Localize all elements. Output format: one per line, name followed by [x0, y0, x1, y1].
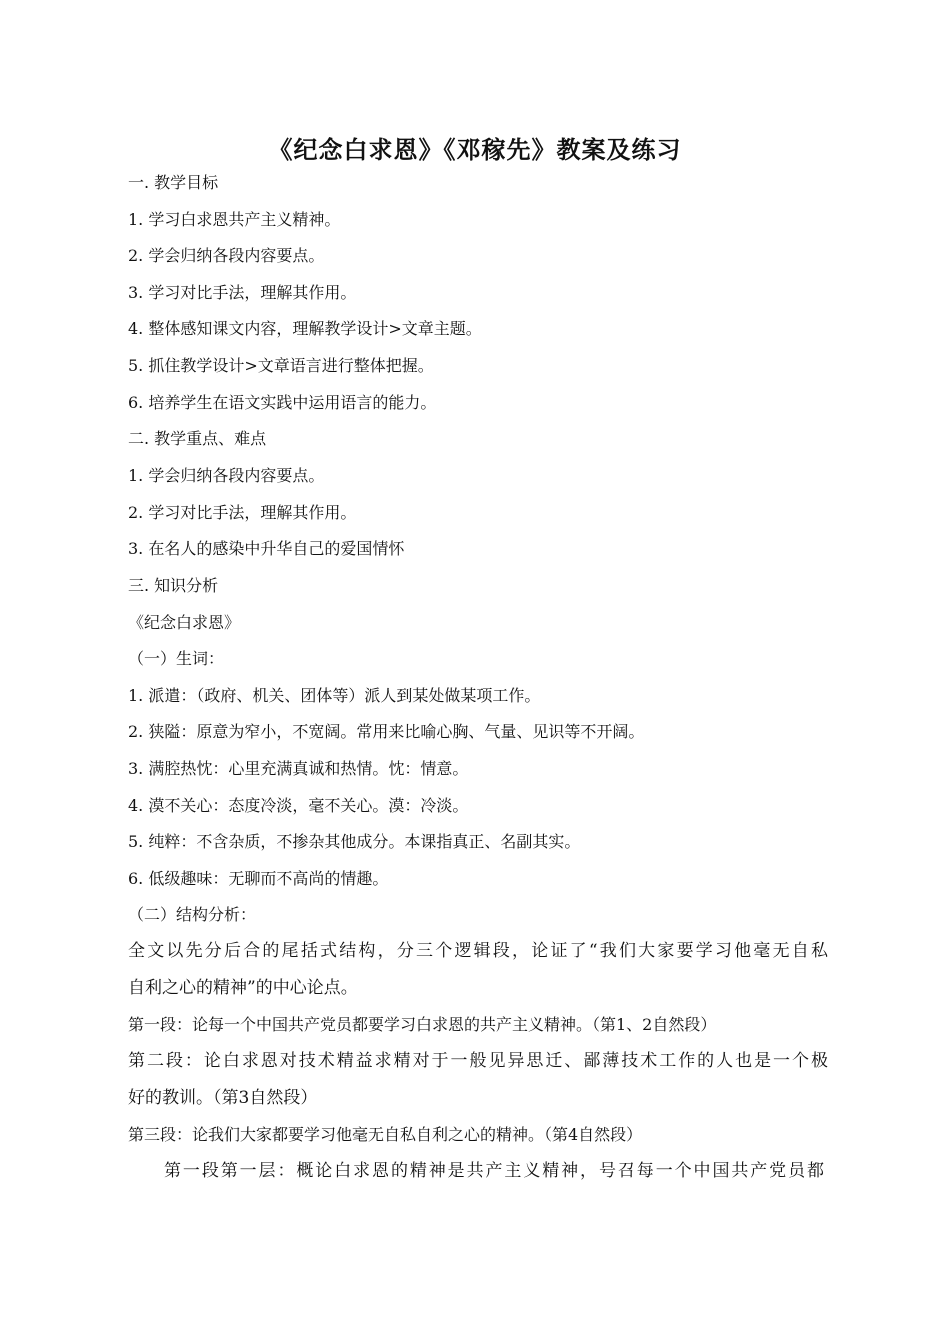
objective-item: 3. 学习对比手法，理解其作用。 — [128, 283, 357, 302]
subheading-vocabulary: （一）生词： — [128, 649, 225, 668]
paragraph-line: 第二段：论白求恩对技术精益求精对于一般见异思迁、鄙薄技术工作的人也是一个极 — [128, 1051, 828, 1071]
vocabulary-item: 1. 派遣：（政府、机关、团体等）派人到某处做某项工作。 — [128, 686, 541, 705]
subheading-text-title: 《纪念白求恩》 — [128, 613, 241, 632]
paragraph-line: 全文以先分后合的尾括式结构，分三个逻辑段，论证了“我们大家要学习他毫无自私 — [128, 941, 828, 961]
subheading-structure: （二）结构分析： — [128, 905, 257, 924]
paragraph-line: 第三段：论我们大家都要学习他毫无自私自利之心的精神。（第4自然段） — [128, 1125, 643, 1144]
key-point-item: 2. 学习对比手法，理解其作用。 — [128, 503, 357, 522]
paragraph-line: 自利之心的精神”的中心论点。 — [128, 978, 358, 998]
objective-item: 6. 培养学生在语文实践中运用语言的能力。 — [128, 393, 437, 412]
section-heading-objectives: 一. 教学目标 — [128, 173, 219, 192]
paragraph-line: 第一段第一层：概论白求恩的精神是共产主义精神，号召每一个中国共产党员都 — [164, 1161, 824, 1181]
objective-item: 1. 学习白求恩共产主义精神。 — [128, 210, 341, 229]
document-title: 《纪念白求恩》《邓稼先》教案及练习 — [268, 135, 682, 164]
section-heading-analysis: 三. 知识分析 — [128, 576, 219, 595]
vocabulary-item: 6. 低级趣味：无聊而不高尚的情趣。 — [128, 869, 389, 888]
key-point-item: 3. 在名人的感染中升华自己的爱国情怀 — [128, 539, 405, 558]
vocabulary-item: 2. 狭隘：原意为窄小，不宽阔。常用来比喻心胸、气量、见识等不开阔。 — [128, 722, 645, 741]
paragraph-line: 好的教训。（第3自然段） — [128, 1088, 318, 1108]
section-heading-key-points: 二. 教学重点、难点 — [128, 429, 267, 448]
key-point-item: 1. 学会归纳各段内容要点。 — [128, 466, 325, 485]
objective-item: 4. 整体感知课文内容，理解教学设计>文章主题。 — [128, 319, 482, 338]
objective-item: 2. 学会归纳各段内容要点。 — [128, 246, 325, 265]
vocabulary-item: 5. 纯粹：不含杂质，不掺杂其他成分。本课指真正、名副其实。 — [128, 832, 581, 851]
objective-item: 5. 抓住教学设计>文章语言进行整体把握。 — [128, 356, 434, 375]
vocabulary-item: 3. 满腔热忱：心里充满真诚和热情。忱：情意。 — [128, 759, 469, 778]
vocabulary-item: 4. 漠不关心：态度冷淡，毫不关心。漠：冷淡。 — [128, 796, 469, 815]
paragraph-line: 第一段：论每一个中国共产党员都要学习白求恩的共产主义精神。（第1、2自然段） — [128, 1015, 717, 1034]
